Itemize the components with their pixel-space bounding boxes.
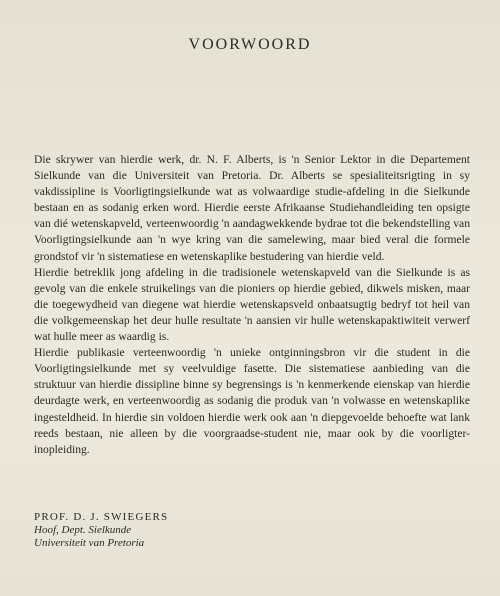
paragraph-2: Hierdie betreklik jong afdeling in die tradisionele wetenskapveld van die Sielkunde is as gevolg van die enkele struikelings van die pioniers op hierdie gebied, dikwels misken, maar die toegewydheid van diegene wat hierdie wetenskapsveld onbaatsugtig bedryf tot heil van die volkgemeenskap het deur hulle resultate 'n aansien vir hulle wetenskapaktiwiteit verwerf wat hulle meer as waardig is. bbox=[34, 265, 470, 344]
signature-block bbox=[34, 510, 334, 550]
page-title: VOORWOORD bbox=[188, 36, 312, 53]
paragraph-3: Hierdie publikasie verteenwoordig 'n unieke ontginningsbron vir die student in die Voorligtingsielkunde met sy veelvuldige fasette. Die sistematiese aanbieding van die struktuur van hierdie dissipline binne sy begrensings is 'n kenmerkende eienskap van hierdie deurdagte werk, en verteenwoordig as sodanig die produk van 'n volwasse en wetenskaplike ingesteldheid. In hierdie sin voldoen hierdie werk ook aan 'n diepgevoelde behoefte wat lank reeds bestaan, nie alleen by die voorgraadse-student nie, maar ook by die voorligter-inopleiding. bbox=[34, 346, 470, 456]
foreword-body bbox=[34, 152, 470, 458]
signature-name: PROF. D. J. SWIEGERS bbox=[34, 511, 169, 523]
signature-institution: Universiteit van Pretoria bbox=[34, 537, 145, 549]
paragraph-1: Die skrywer van hierdie werk, dr. N. F. Alberts, is 'n Senior Lektor in die Departement Sielkunde van die Universiteit van Pretoria. Dr. Alberts se spesialiteitsrigting in sy vakdissipline is Voorligtingsielkunde wat as volwaardige studie-afdeling in die Sielkunde bestaan en as sodanig erken word. Hierdie eerste Afrikaanse Studiehandleiding ten opsigte van dié wetenskapveld, verteenwoordig 'n aandagwekkende bydrae tot die bekendstelling van Voorligtingsielkunde aan 'n wye kring van die samelewing, maar bied veral die formele grondstof vir 'n sistematiese en wetenskaplike bestudering van hierdie veld. bbox=[34, 153, 470, 263]
signature-position: Hoof, Dept. Sielkunde bbox=[34, 524, 132, 536]
